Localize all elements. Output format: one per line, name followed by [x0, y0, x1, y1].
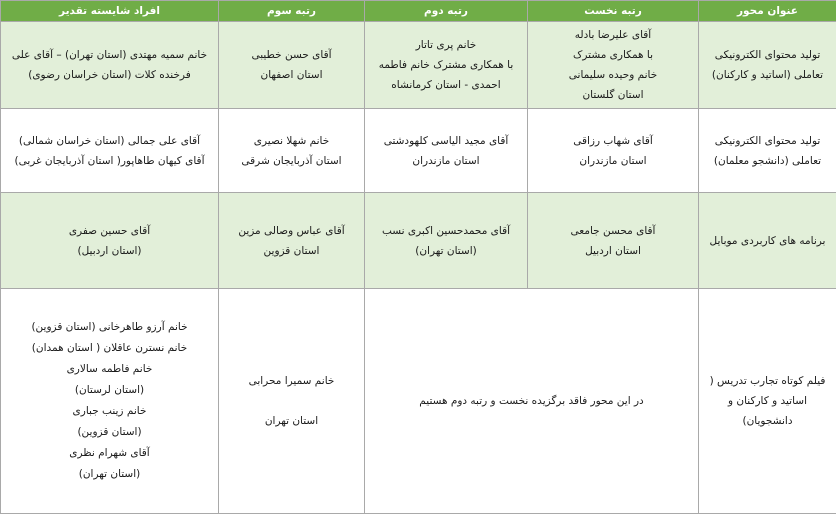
first-rank-cell [528, 193, 699, 289]
cell-line: استان مازندران [579, 154, 647, 167]
cell-line: با همکاری مشترک [572, 49, 654, 61]
cell-line: آقای حسن خطیبی [251, 49, 332, 61]
cell-line: فیلم کوتاه تجارب تدریس ( [709, 375, 826, 387]
cell-line: (استان قزوین) [77, 426, 142, 438]
cell-line: خانم سمیرا محرابی [248, 375, 335, 387]
third-rank-cell [219, 193, 365, 289]
honorable-cell [1, 289, 219, 514]
header-topic: عنوان محور [699, 1, 836, 22]
table-row [1, 193, 836, 289]
cell-line: استان مازندران [412, 154, 480, 167]
second-rank-cell [365, 193, 528, 289]
cell-line: استان آذربایجان شرقی [241, 154, 342, 167]
header-first-rank: رتبه نخست [528, 1, 699, 22]
cell-line [225, 391, 358, 411]
cell-line: آقای علی جمالی (استان خراسان شمالی) [18, 134, 201, 147]
third-rank-cell [219, 289, 365, 514]
cell-line: خانم آرزو طاهرخانی (استان قزوین) [31, 321, 188, 333]
cell-line: در این محور فاقد برگزیده نخست و رتبه دوم هستیم [419, 395, 644, 407]
cell-line: دانشجویان) [742, 415, 793, 427]
topic-cell [699, 193, 836, 289]
cell-line: خانم وحیده سلیمانی [568, 69, 658, 81]
header-third-rank: رتبه سوم [219, 1, 365, 22]
cell-line: آقای عباس وصالی مزین [238, 224, 345, 237]
second-rank-cell [365, 109, 528, 193]
header-second-rank: رتبه دوم [365, 1, 528, 22]
cell-line: (استان تهران) [78, 468, 141, 480]
honorable-cell [1, 193, 219, 289]
cell-line: استان گلستان [582, 89, 644, 101]
cell-line: آقای شهاب رزاقی [573, 134, 653, 147]
cell-line: خانم فاطمه سالاری [66, 363, 153, 375]
honorable-cell [1, 109, 219, 193]
header-row [1, 1, 836, 22]
topic-cell [699, 109, 836, 193]
table-row [1, 22, 836, 109]
merged-first-second-cell [365, 289, 699, 514]
cell-line: اساتید و کارکنان و [727, 395, 808, 407]
cell-line: (استان لرستان) [74, 384, 145, 396]
cell-line: برنامه های کاربردی موبایل [709, 234, 826, 247]
cell-line: استان تهران [264, 415, 319, 427]
topic-cell [699, 289, 836, 514]
cell-line: استان اصفهان [260, 69, 323, 81]
cell-line: خانم سمیه مهتدی (استان تهران) – آقای علی [11, 49, 208, 61]
third-rank-cell [219, 22, 365, 109]
cell-line: آقای شهرام نظری [69, 447, 150, 459]
first-rank-cell [528, 109, 699, 193]
topic-cell [699, 22, 836, 109]
third-rank-cell [219, 109, 365, 193]
cell-line: تولید محتوای الکترونیکی [714, 134, 821, 147]
cell-line: آقای محسن جامعی [570, 224, 656, 237]
cell-line: تولید محتوای الکترونیکی [714, 49, 821, 61]
cell-line: (استان تهران) [415, 244, 477, 257]
cell-line: استان قزوین [263, 244, 320, 257]
cell-line: آقای کیهان طاهاپور( استان آذربایجان غربی) [14, 154, 205, 167]
first-rank-cell [528, 22, 699, 109]
cell-line: آقای محمدحسین اکبری نسب [381, 224, 511, 237]
cell-line: با همکاری مشترک خانم فاطمه [378, 59, 514, 71]
second-rank-cell [365, 22, 528, 109]
cell-line: تعاملی (اساتید و کارکنان) [711, 69, 824, 81]
header-honorable-mention: افراد شایسته تقدیر [1, 1, 219, 22]
table-row [1, 109, 836, 193]
cell-line: (استان اردبیل) [77, 244, 142, 257]
cell-line: خانم شهلا نصیری [253, 134, 330, 147]
cell-line: تعاملی (دانشجو معلمان) [713, 154, 822, 167]
cell-line: خانم نسترن عاقلان ( استان همدان) [31, 342, 188, 354]
cell-line: آقای حسین صفری [68, 224, 151, 237]
cell-line: آقای علیرضا بادله [574, 29, 652, 41]
cell-line: آقای مجید الیاسی کلهودشتی [383, 134, 509, 147]
cell-line: فرخنده کلات (استان خراسان رضوی) [28, 69, 191, 81]
cell-line: استان اردبیل [585, 244, 641, 257]
cell-line: احمدی - استان کرمانشاه [391, 79, 501, 91]
cell-line: خانم زینب جباری [72, 405, 147, 417]
honorable-cell [1, 22, 219, 109]
table-row [1, 289, 836, 514]
cell-line: خانم پری تاتار [415, 39, 477, 51]
